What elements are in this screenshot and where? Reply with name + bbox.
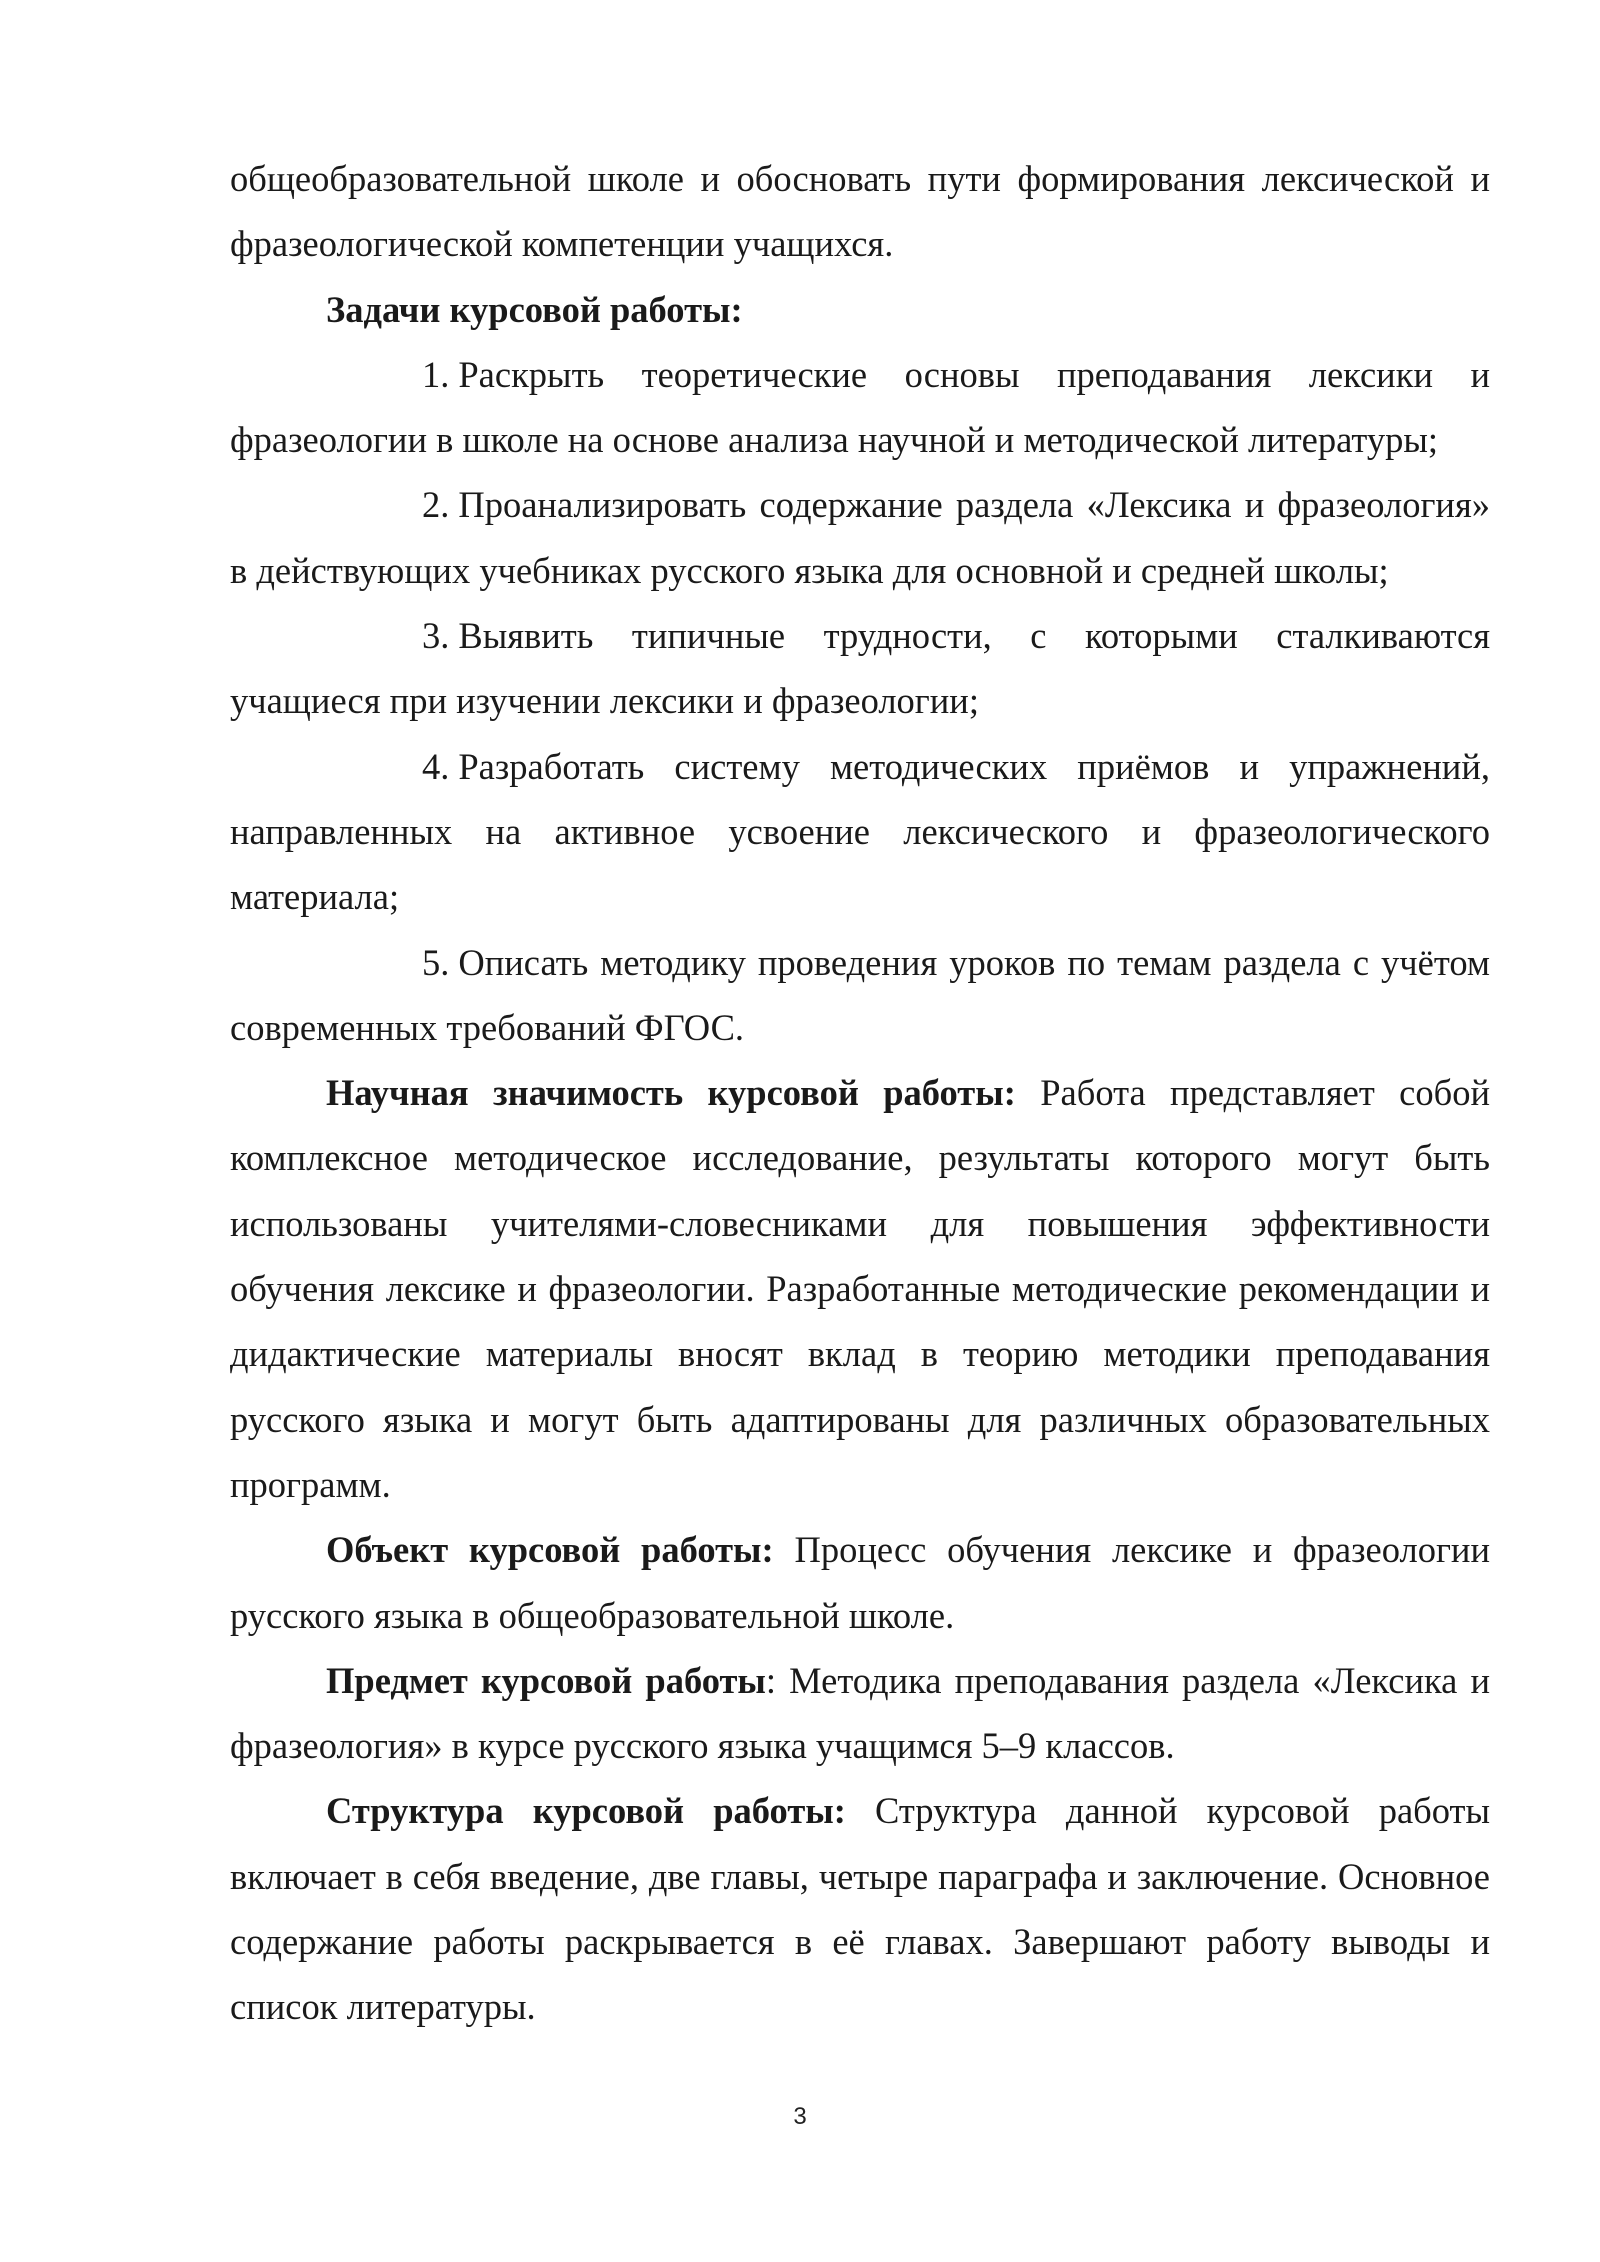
task-text: Раскрыть теоретические основы преподавания лексики и фразеологии в школе на основе анализа научной и методической литературы; <box>230 353 1490 461</box>
object-label: Объект курсовой работы: <box>326 1529 774 1571</box>
task-text: Выявить типичные трудности, с которыми сталкиваются учащиеся при изучении лексики и фразеологии; <box>230 615 1490 722</box>
page-body <box>230 146 1490 2040</box>
task-text: Проанализировать содержание раздела «Лексика и фразеология» в действующих учебниках русского языка для основной и средней школы; <box>230 484 1490 591</box>
task-number: 3. <box>422 615 450 657</box>
object-text: Процесс обучения лексике и фразеологии русского языка в общеобразовательной школе. <box>230 1529 1491 1636</box>
task-number: 4. <box>422 745 450 787</box>
tasks-heading <box>230 277 1490 342</box>
tasks-heading-label: Задачи курсовой работы: <box>326 288 743 330</box>
task-text: Разработать систему методических приёмов и упражнений, направленных на активное усвоение лексического и фразеологического материала; <box>230 745 1490 918</box>
task-item-3 <box>230 603 1490 734</box>
task-number: 1. <box>422 353 450 395</box>
significance-paragraph <box>230 1060 1490 1517</box>
subject-label: Предмет курсовой работы <box>326 1659 766 1701</box>
subject-text: : Методика преподавания раздела «Лексика и фразеология» в курсе русского языка учащимся 5–9 классов. <box>230 1659 1490 1767</box>
structure-label: Структура курсовой работы: <box>326 1790 846 1832</box>
structure-text: Структура данной курсовой работы включает в себя введение, две главы, четыре параграфа и заключение. Основное содержание работы раскрывается в её главах. Завершают работу выводы и список литературы. <box>230 1790 1490 2028</box>
task-item-5 <box>230 930 1490 1061</box>
significance-label: Научная значимость курсовой работы: <box>326 1072 1016 1114</box>
subject-paragraph <box>230 1648 1490 1779</box>
object-paragraph <box>230 1517 1490 1648</box>
page-number: 3 <box>793 2103 807 2130</box>
structure-paragraph <box>230 1778 1490 2039</box>
task-item-2 <box>230 472 1490 603</box>
task-item-4 <box>230 734 1490 930</box>
task-number: 5. <box>422 941 450 983</box>
intro-continuation-paragraph: общеобразовательной школе и обосновать пути формирования лексической и фразеологической компетенции учащихся. <box>230 158 1490 265</box>
task-number: 2. <box>422 484 450 526</box>
task-item-1 <box>230 342 1490 473</box>
task-text: Описать методику проведения уроков по темам раздела с учётом современных требований ФГОС. <box>230 941 1490 1048</box>
significance-text: Работа представляет собой комплексное методическое исследование, результаты которого могут быть использованы учителями-словесниками для повышения эффективности обучения лексике и фразеологии. Разработанные методические рекомендации и дидактические материалы вносят вклад в теорию методики преподавания русского языка и могут быть адаптированы для различных образовательных программ. <box>230 1072 1490 1505</box>
